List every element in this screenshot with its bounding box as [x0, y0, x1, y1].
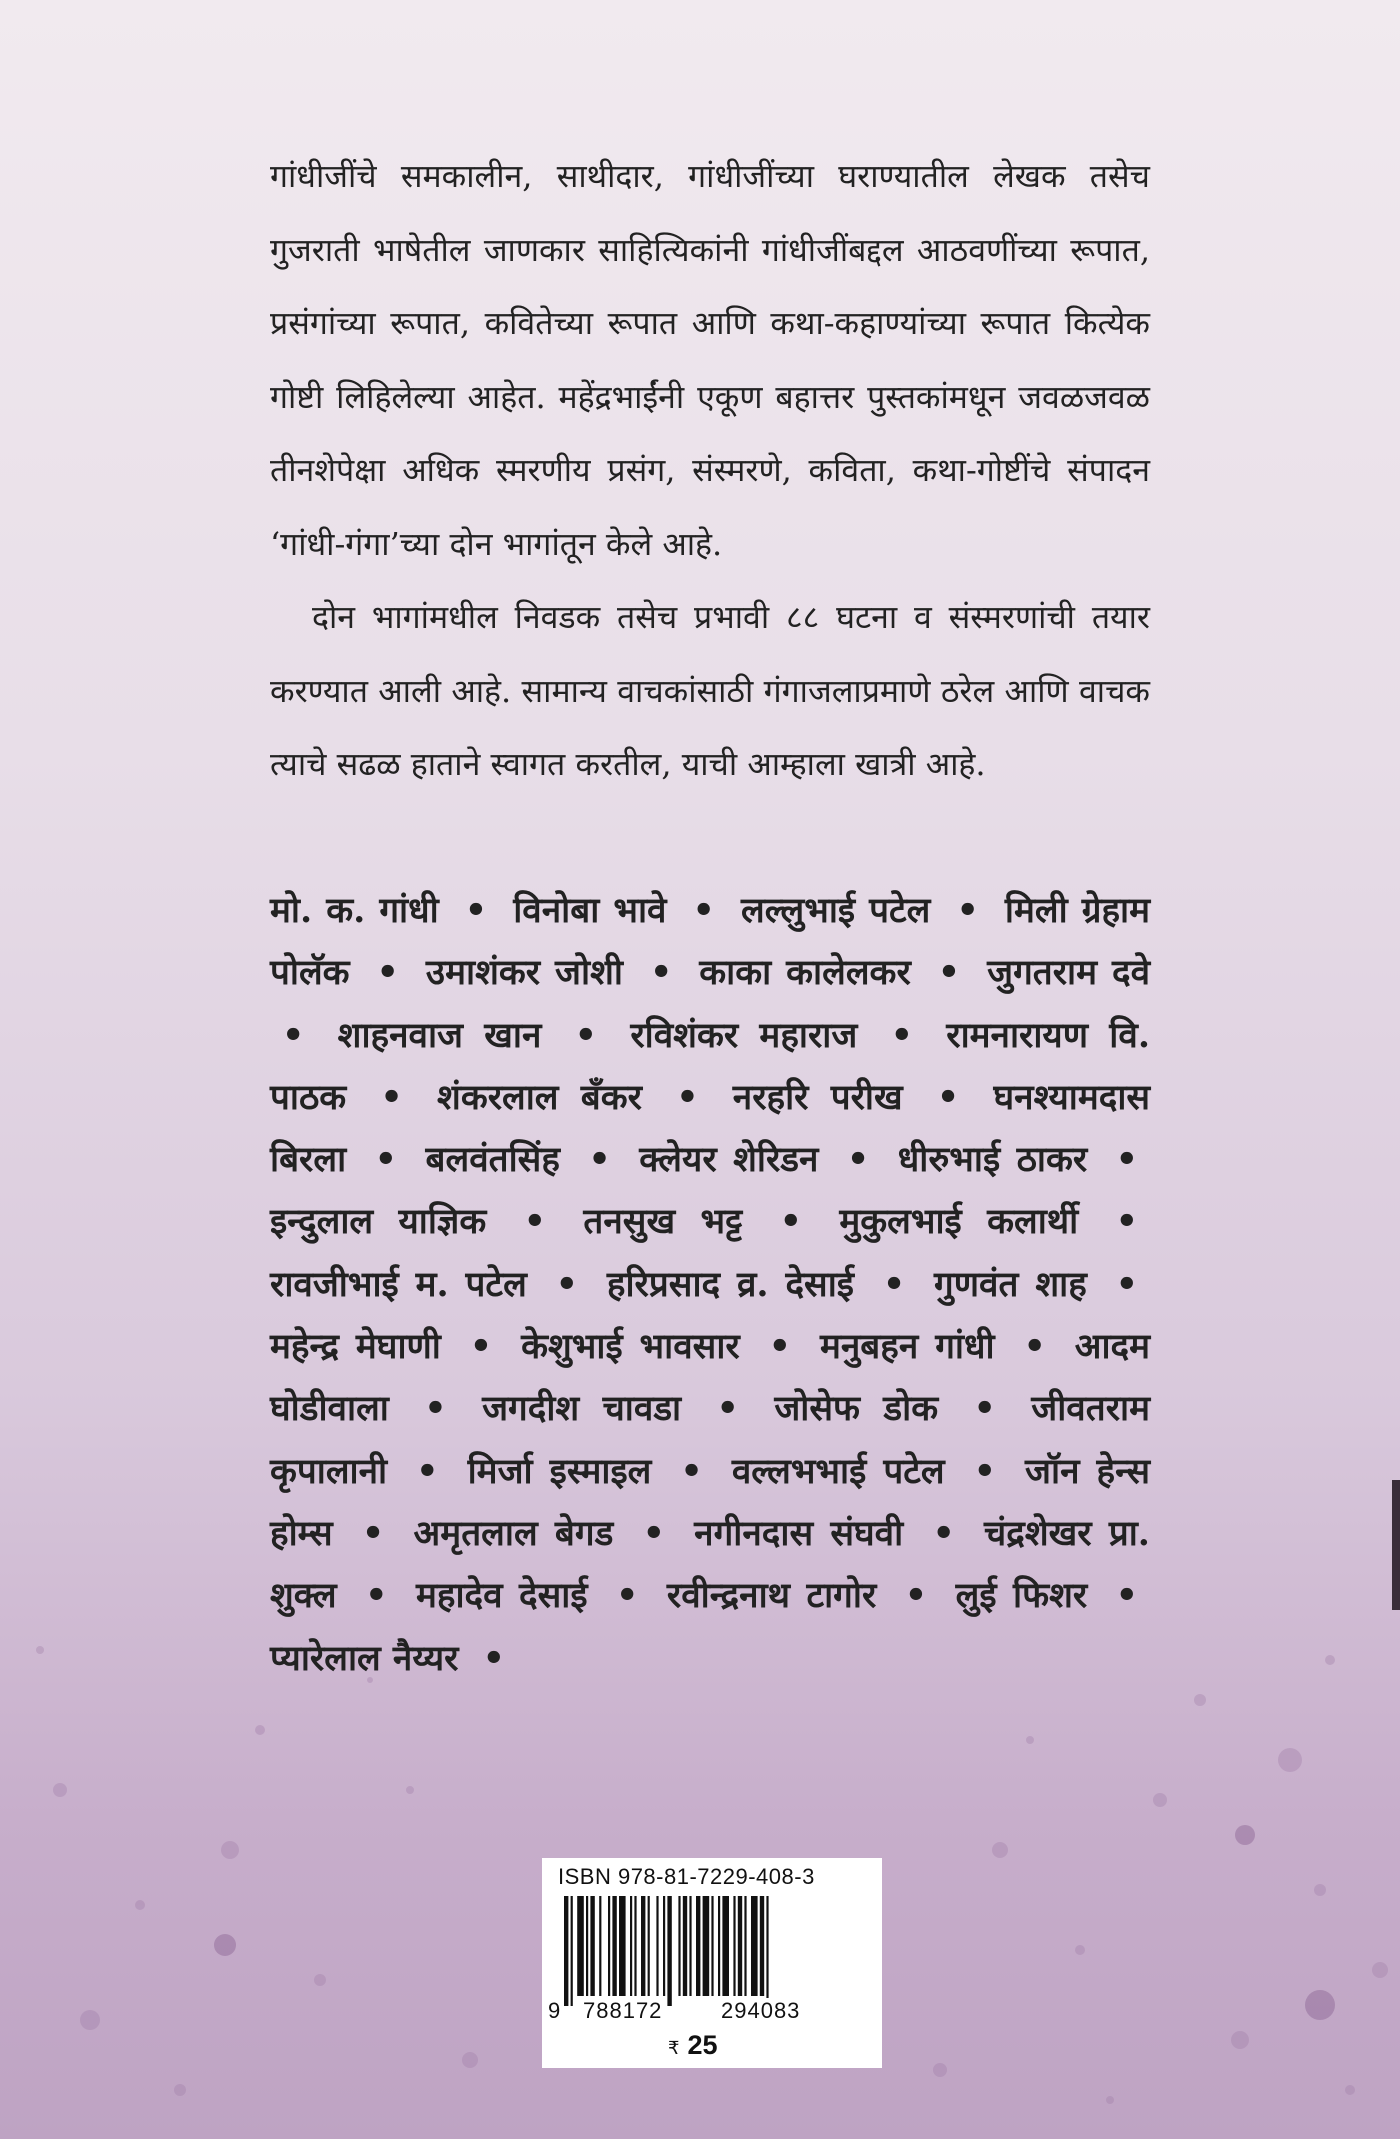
contributor-name: काका कालेलकर	[699, 952, 911, 994]
bullet-separator: •	[716, 1388, 739, 1430]
edge-mark	[1392, 1480, 1400, 1610]
contributor-name: मिर्जा इस्माइल	[467, 1450, 652, 1492]
bullet-separator: •	[469, 1326, 493, 1368]
bullet-separator: •	[416, 1450, 439, 1492]
barcode-digit-lead: 9	[548, 1998, 561, 2023]
contributor-name: रामनारायण वि. पाठक	[270, 1014, 1151, 1118]
bullet-separator: •	[932, 1512, 955, 1554]
price-amount: 25	[687, 2030, 718, 2060]
contributor-name: रविशंकर महाराज	[630, 1014, 858, 1056]
bullet-separator: •	[973, 1450, 996, 1492]
bullet-separator: •	[779, 1201, 802, 1243]
bullet-separator: •	[768, 1326, 792, 1368]
bullet-separator: •	[616, 1575, 639, 1617]
bullet-separator: •	[890, 1014, 913, 1056]
bullet-separator: •	[649, 952, 673, 994]
bullet-separator: •	[464, 890, 488, 931]
bullet-separator: •	[1115, 1139, 1139, 1181]
bullet-separator: •	[1023, 1326, 1046, 1368]
bullet-separator: •	[936, 1076, 960, 1118]
bullet-separator: •	[380, 1076, 403, 1118]
contributor-name: नरहरि परीख	[732, 1076, 903, 1118]
contributor-name: जुगतराम दवे	[987, 952, 1151, 994]
barcode-icon	[564, 1896, 860, 2006]
bullet-separator: •	[365, 1575, 388, 1617]
contributor-name: तनसुख भट्ट	[583, 1201, 743, 1243]
contributor-name: वल्लभभाई पटेल	[731, 1450, 945, 1492]
contributor-name: मिली ग्रेहाम पोलॅक	[270, 890, 1151, 994]
barcode-digits-group-2: 294083	[718, 1998, 803, 2024]
contributor-name: गुणवंत शाह	[934, 1263, 1087, 1305]
isbn-barcode-label	[542, 1858, 882, 2068]
bullet-separator: •	[904, 1575, 928, 1617]
bullet-separator: •	[588, 1139, 611, 1181]
bullet-separator: •	[692, 890, 715, 931]
contributor-name: रावजीभाई म. पटेल	[270, 1263, 527, 1305]
contributor-name: शंकरलाल बँकर	[437, 1076, 642, 1118]
contributor-name: जीवतराम कृपालानी	[270, 1388, 1151, 1492]
bullet-separator: •	[374, 1139, 398, 1181]
bullet-separator: •	[361, 1512, 385, 1554]
contributor-name: अमृतलाल बेगड	[413, 1512, 614, 1554]
bullet-separator: •	[555, 1263, 579, 1305]
contributor-name: जॉन हेन्स होम्स	[270, 1450, 1151, 1554]
blurb-paragraph-2: दोन भागांमधील निवडक तसेच प्रभावी ८८ घटना व संस्मरणांची तयार करण्यात आली आहे. सामान्य वाचकांसाठी गंगाजलाप्रमाणे ठरेल आणि वाचक त्याचे सढळ हाताने स्वागत करतील, याची आम्हाला खात्री आहे.	[270, 598, 1150, 783]
contributor-name: इन्दुलाल याज्ञिक	[270, 1201, 487, 1243]
bullet-separator: •	[937, 952, 961, 994]
bullet-separator: •	[1115, 1201, 1138, 1243]
rupee-icon: ₹	[668, 2038, 680, 2058]
bullet-separator: •	[424, 1388, 447, 1430]
barcode-digits	[542, 1998, 882, 2028]
bullet-separator: •	[846, 1139, 870, 1181]
contributor-name: महादेव देसाई	[415, 1575, 588, 1617]
contributor-name: महेन्द्र मेघाणी	[270, 1326, 441, 1368]
bullet-separator: •	[574, 1014, 598, 1056]
contributor-name: हरिप्रसाद व्र. देसाई	[606, 1263, 854, 1305]
bullet-separator: •	[680, 1450, 703, 1492]
contributor-name: बलवंतसिंह	[425, 1139, 560, 1181]
bullet-separator: •	[882, 1263, 906, 1305]
bullet-separator: •	[523, 1201, 547, 1243]
isbn-text: ISBN 978-81-7229-408-3	[558, 1864, 815, 1889]
bullet-separator: •	[1115, 1263, 1139, 1305]
contributor-name: आदम घोडीवाला	[270, 1326, 1151, 1430]
bullet-separator: •	[676, 1076, 699, 1118]
contributor-name: प्यारेलाल नैय्यर	[270, 1637, 459, 1679]
contributor-name: क्लेयर शेरिडन	[639, 1139, 819, 1181]
back-cover-blurb	[270, 140, 1150, 802]
contributor-name: नगीनदास संघवी	[694, 1512, 904, 1554]
contributor-name: उमाशंकर जोशी	[425, 952, 623, 994]
blurb-paragraph-1: गांधीजींचे समकालीन, साथीदार, गांधीजींच्या घराण्यातील लेखक तसेच गुजराती भाषेतील जाणकार साहित्यिकांनी गांधीजींबद्दल आठवणींच्या रूपात, प्रसंगांच्या रूपात, कवितेच्या रूपात आणि कथा-कहाण्यांच्या रूपात कित्येक गोष्टी लिहिलेल्या आहेत. महेंद्रभाईंनी एकूण बहात्तर पुस्तकांमधून जवळजवळ तीनशेपेक्षा अधिक स्मरणीय प्रसंग, संस्मरणे, कविता, कथा-गोष्टींचे संपादन ‘गांधी-गंगा’च्या दोन भागांतून केले आहे.	[270, 157, 1150, 563]
contributor-name: मो. क. गांधी	[270, 890, 439, 931]
bullet-separator: •	[282, 1014, 305, 1056]
contributor-name: मनुबहन गांधी	[819, 1326, 995, 1368]
bullet-separator: •	[1115, 1575, 1139, 1617]
contributor-name: घनश्यामदास बिरला	[270, 1076, 1151, 1181]
contributor-name: जगदीश चावडा	[482, 1388, 682, 1430]
contributor-name: शाहनवाज खान	[337, 1014, 542, 1056]
bullet-separator: •	[482, 1637, 506, 1679]
contributor-name: लुई फिशर	[955, 1575, 1088, 1617]
contributor-name: केशुभाई भावसार	[521, 1326, 740, 1368]
bullet-separator: •	[973, 1388, 996, 1430]
bullet-separator: •	[956, 890, 979, 931]
contributor-name: मुकुलभाई कलार्थी	[839, 1201, 1079, 1243]
bullet-separator: •	[642, 1512, 665, 1554]
contributor-name: चंद्रशेखर प्रा. शुक्ल	[270, 1512, 1150, 1617]
barcode-digits-group-1: 788172	[580, 1998, 665, 2024]
contributor-name: लल्लुभाई पटेल	[740, 890, 931, 931]
bullet-separator: •	[376, 952, 399, 994]
contributor-name: रवीन्द्रनाथ टागोर	[666, 1575, 877, 1617]
contributor-list	[270, 880, 1150, 1690]
contributor-name: विनोबा भावे	[513, 890, 667, 931]
contributor-name: जोसेफ डोक	[774, 1388, 939, 1430]
contributor-name: धीरुभाई ठाकर	[897, 1139, 1088, 1181]
price-label	[668, 2030, 718, 2061]
